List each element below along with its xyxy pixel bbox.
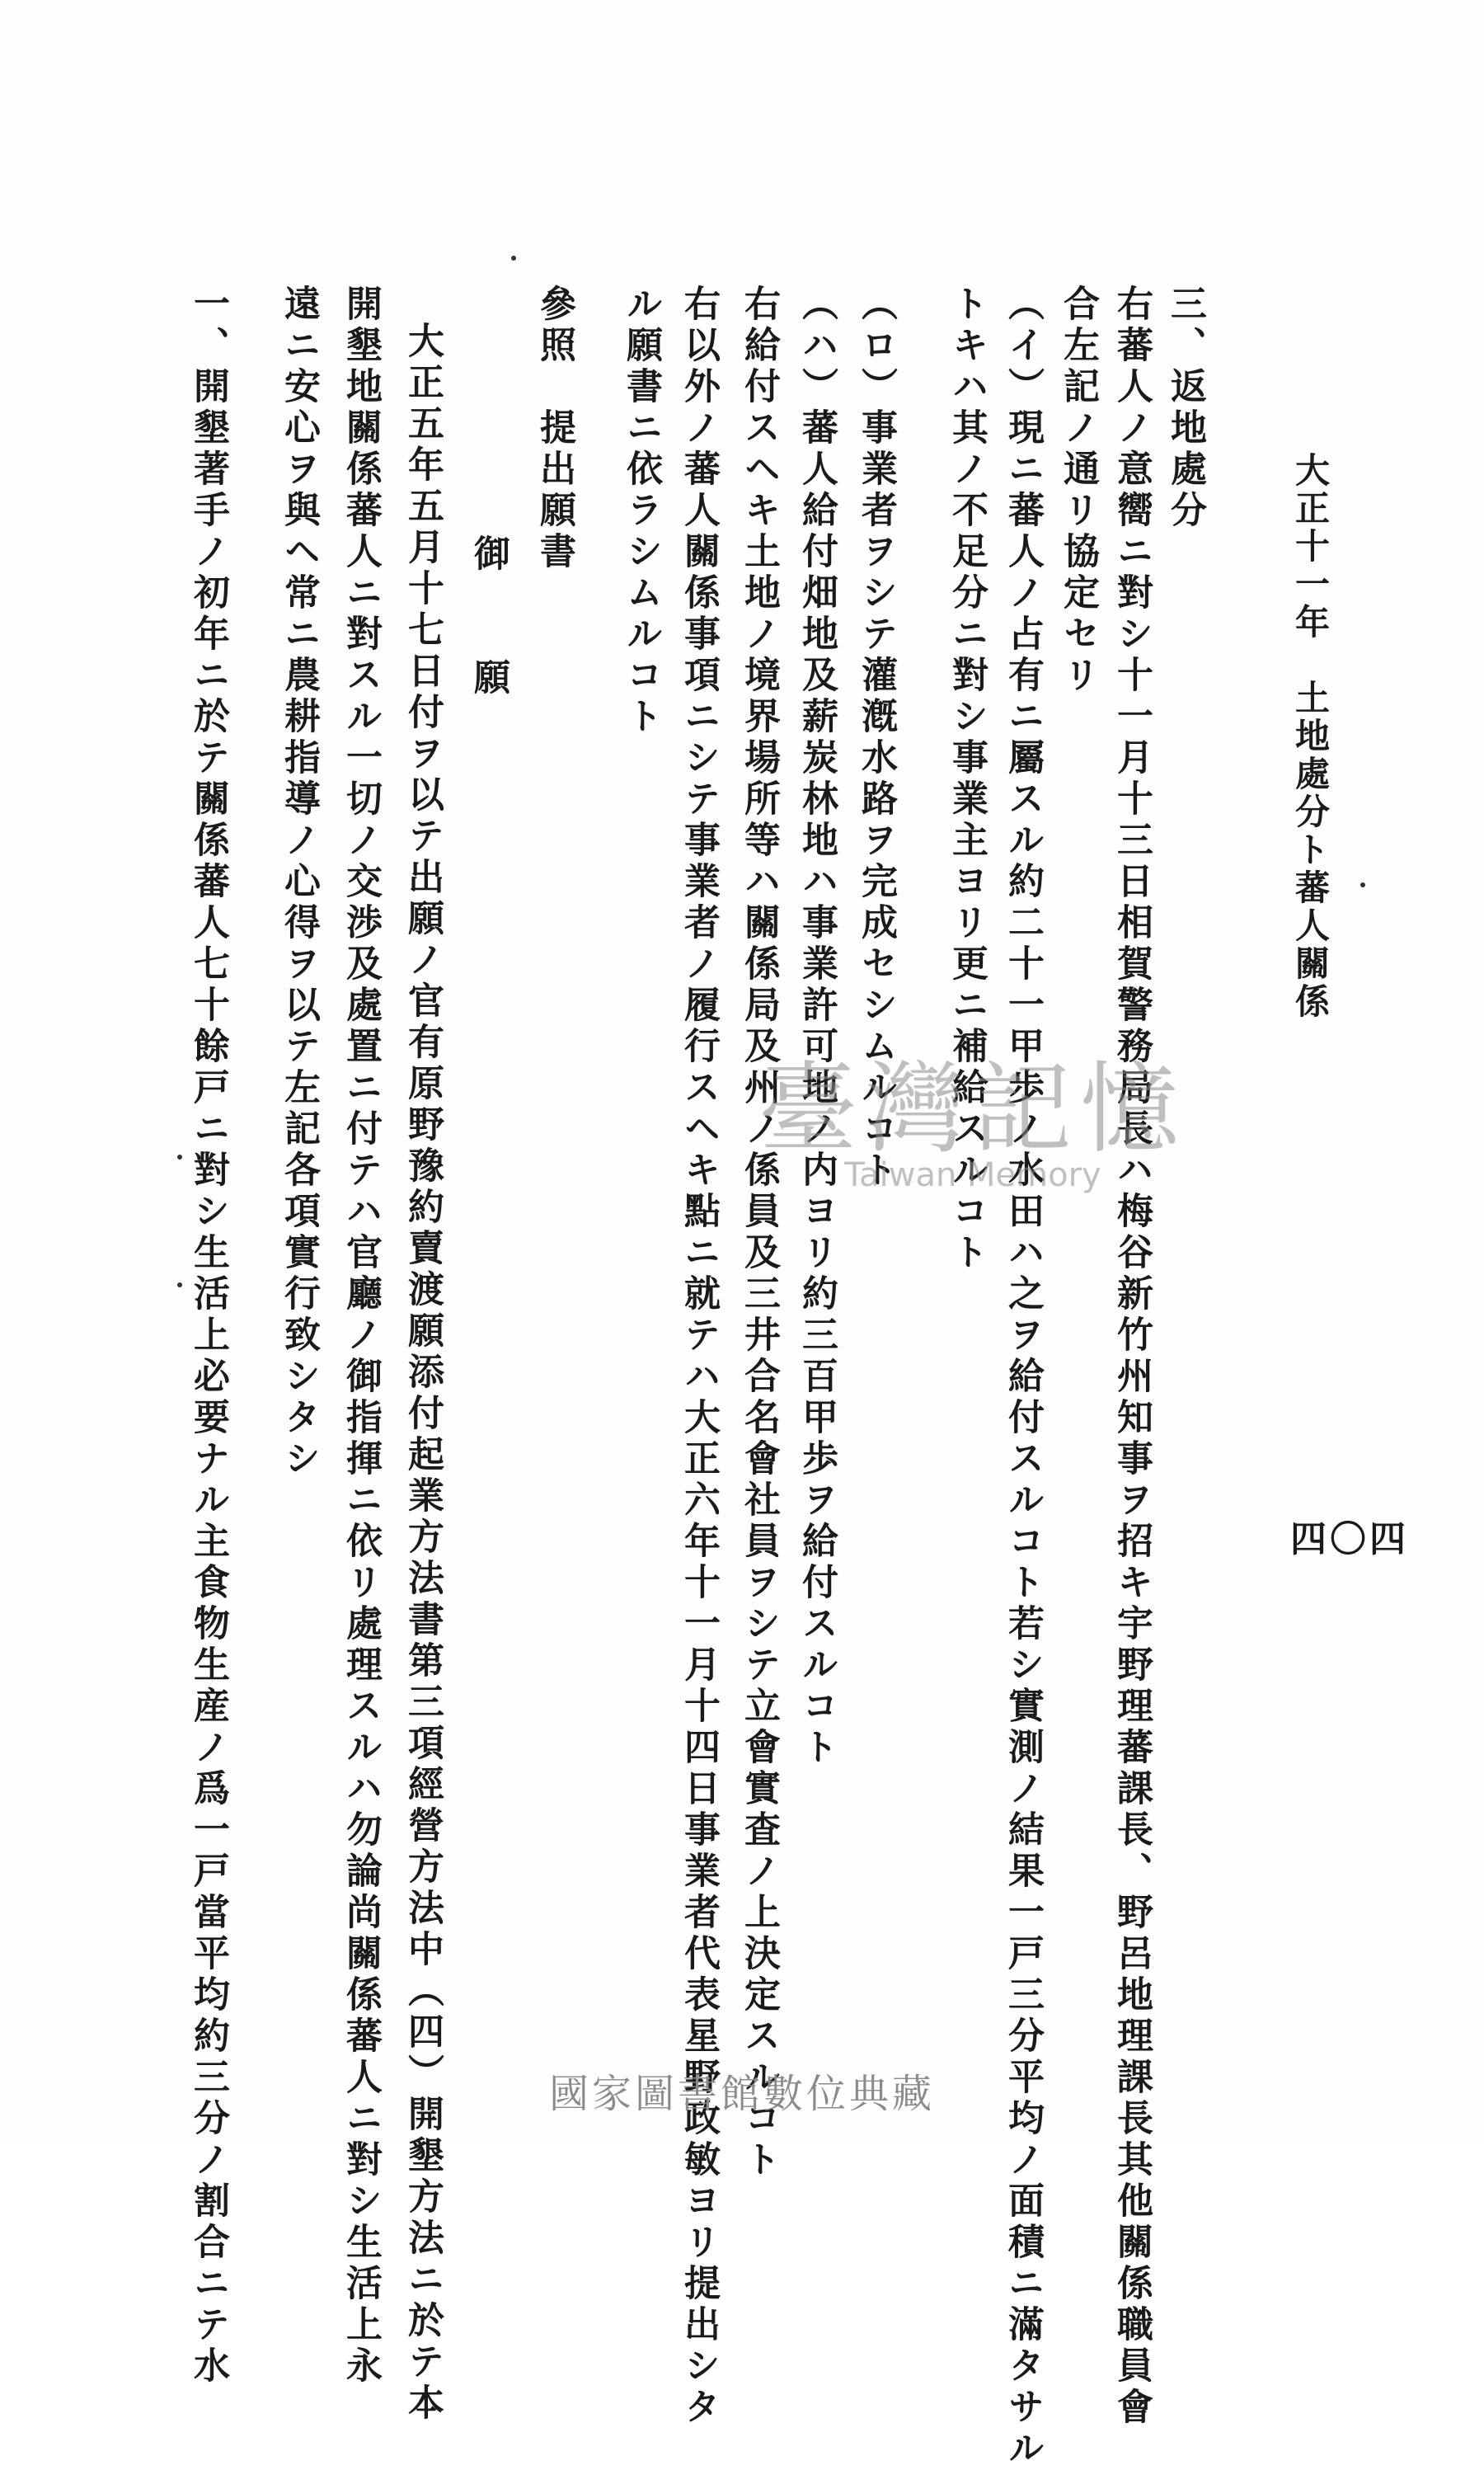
petition-line-3: 遠ニ安心ヲ與ヘ常ニ農耕指導ノ心得ヲ以テ左記各項實行致シタシ — [278, 285, 320, 1480]
scan-speck — [177, 1155, 182, 1160]
petition-line-2: 開墾地關係蕃人ニ對スル一切ノ交渉及處置ニ付テハ官廳ノ御指揮ニ依リ處理スルハ勿論尚關係蕃人ニ對シ生活上永 — [340, 285, 382, 2388]
reference-heading: 參照 提出願書 — [533, 285, 575, 573]
watermark-sub-text: Taiwan Memory — [844, 1156, 1101, 1194]
item-ha: （ハ）蕃人給付畑地及薪炭林地ハ事業許可地ノ内ヨリ約三百甲歩ヲ給付スルコト — [796, 285, 838, 1769]
body-line-other-matters: 右以外ノ蕃人關係事項ニシテ事業者ノ履行スヘキ點ニ就テハ大正六年十一月十四日事業者代表星野政敏ヨリ提出シタ — [678, 285, 720, 2429]
page-number: 四〇四 — [1290, 1518, 1409, 1560]
item-ro: （ロ）事業者ヲシテ灌漑水路ヲ完成セシムルコト — [855, 285, 897, 1192]
running-header: 大正十一年 土地處分ト蕃人關係 — [1290, 452, 1331, 1021]
scan-speck — [1360, 882, 1365, 887]
item-i-line-1: （イ）現ニ蕃人ノ占有ニ屬スル約二十一甲歩ノ水田ハ之ヲ給付スルコト若シ實測ノ結果一戸三分平均ノ面積ニ滿タサル — [1002, 285, 1044, 2470]
item-i-line-2: トキハ其ノ不足分ニ對シ事業主ヨリ更ニ補給スルコト — [946, 285, 988, 1274]
body-line-boundary: 右給付スヘキ土地ノ境界場所等ハ關係局及州ノ係員及三井合名會社員ヲシテ立會實査ノ上決定スルコト — [738, 285, 780, 2181]
petition-line-1: 大正五年五月十七日付ヲ以テ出願ノ官有原野豫約賣渡願添付起業方法書第三項經營方法中（四）開墾方法ニ於テ本 — [402, 322, 444, 2425]
watermark-main-text: 臺灣記憶 — [758, 1052, 1187, 1167]
petition-title: 御 願 — [467, 534, 510, 699]
body-line-petition-ref: ル願書ニ依ラシムルコト — [620, 285, 662, 738]
petition-item-1: 一、開墾著手ノ初年ニ於テ關係蕃人七十餘戸ニ對シ生活上必要ナル主食物生産ノ爲一戸當平均約三分ノ割合ニテ水 — [187, 285, 229, 2388]
section-heading: 三、返地處分 — [1164, 285, 1206, 532]
scan-speck — [511, 256, 516, 261]
body-line-2: 合左記ノ通リ協定セリ — [1057, 285, 1099, 697]
body-line-1: 右蕃人ノ意嚮ニ對シ十一月十三日相賀警務局長ハ梅谷新竹州知事ヲ招キ宇野理蕃課長、野呂地理課長其他關係職員會 — [1111, 285, 1153, 2429]
scan-speck — [177, 1282, 182, 1287]
library-footer: 國家圖書館數位典藏 — [548, 2071, 935, 2117]
watermark-logo — [742, 1052, 1204, 1221]
